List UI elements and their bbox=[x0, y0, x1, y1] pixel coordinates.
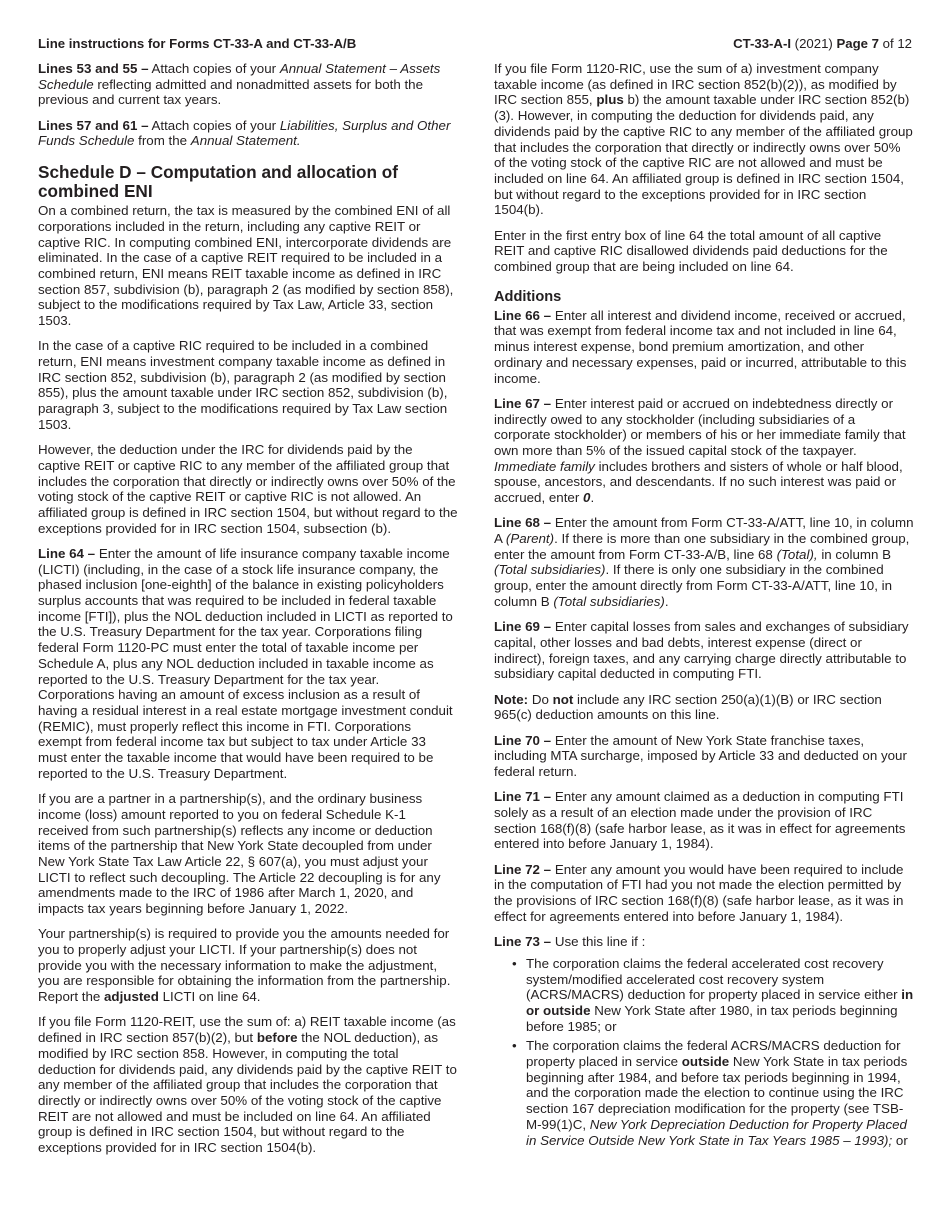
zero-value: 0 bbox=[583, 490, 591, 506]
lines-57-61-paragraph bbox=[38, 118, 458, 149]
term: Immediate family bbox=[494, 458, 595, 474]
column-name: (Total subsidiaries) bbox=[553, 593, 665, 609]
doc-title: Annual Statement. bbox=[190, 133, 301, 149]
line-66-paragraph bbox=[494, 308, 914, 387]
first-entry-paragraph: Enter in the first entry box of line 64 the total amount of all captive REIT and captive RIC disallowed dividends paid deductions for the combined group that are being included on line 64. bbox=[494, 227, 888, 275]
line-71-paragraph bbox=[494, 789, 914, 852]
deduction-paragraph: However, the deduction under the IRC for dividends paid by the captive REIT or captive RIC to any member of the affiliated group that includes the corporation that directly or indirectly owns over 50% of the voting stock of the captive REIT or captive RIC is not allowed. An affiliated group is defined in IRC section 1504, but without regard to the exceptions provided for in IRC section 1504, subsection (b). bbox=[38, 442, 458, 536]
text: include any IRC section 250(a)(1)(B) or IRC section 965(c) deduction amounts on this line. bbox=[494, 691, 882, 723]
publication-title: New York Depreciation Deduction for Property Placed in Service Outside New York State in Tax Years 1985 – 1993); bbox=[526, 1116, 907, 1148]
left-column bbox=[38, 61, 458, 1165]
line-69-paragraph bbox=[494, 619, 914, 682]
text: Enter interest paid or accrued on indebtedness directly or indirectly owed to any stockholder (including subsidiaries of a corporate stockholder) or members of his or her immediate family that own more than 5% of the issued capital stock of the taxpayer. bbox=[494, 395, 906, 458]
lines-53-55-paragraph bbox=[38, 61, 458, 108]
text: . If there is more than one subsidiary in the combined group, enter the amount from Form CT-33-A/B, line 68 bbox=[494, 531, 910, 562]
line-70-paragraph bbox=[494, 733, 914, 780]
page-header bbox=[38, 36, 912, 52]
right-column bbox=[494, 61, 914, 1152]
text: Enter capital losses from sales and exchanges of subsidiary capital, other losses and bad debts, interest expense (direct or indirect), foreign taxes, and any carrying charge directly attributable to subsidiary capital deducted in computing FTI. bbox=[494, 619, 909, 682]
partnership-adjust-paragraph bbox=[38, 926, 458, 1005]
line-67-paragraph bbox=[494, 396, 914, 506]
bullet-icon: • bbox=[512, 955, 517, 971]
line-label: Line 64 – bbox=[38, 545, 96, 561]
text: LICTI on line 64. bbox=[158, 989, 261, 1005]
text: Enter the amount of life insurance company taxable income (LICTI) (including, in the case of a stock life insurance company, the phased inclusion [one-eighth] of the balance in existing policyholders surplus accounts that was required to be included in federal taxable income [FTI]), plus the NOL deduction included in LICTI as reported to the U.S. Treasury Department for the tax year. Corporations filing federal Form 1120-PC must enter the total of taxable income per Schedule A, plus any NOL deduction included in taxable income as reported to the U.S. Treasury Department for the tax year. Corporations having an amount of excess inclusion as a result of having a residual interest in a real estate mortgage investment conduit (REMIC), must properly reflect this income in FTI. Corporations exempt from federal income tax but subject to tax under Article 33 must enter the taxable income that would have been required to be reported to the U.S. Treasury Department. bbox=[38, 545, 453, 781]
text: reflecting admitted and nonadmitted assets for both the previous and current tax years. bbox=[38, 76, 424, 108]
line-label: Line 69 – bbox=[494, 619, 552, 635]
column-name: (Parent) bbox=[505, 531, 555, 547]
line-label: Line 73 – bbox=[494, 934, 552, 950]
captive-ric-paragraph: In the case of a captive RIC required to be included in a combined return, ENI means investment company taxable income as defined in IRC section 852, subdivision (b), paragraph 2 (as modified by section 855), plus the amount taxable under IRC section 852, subdivision (b), paragraph 3, subject to the modifications required by Tax Law section 1503. bbox=[38, 338, 448, 432]
schedule-d-heading: Schedule D – Computation and allocation of combined ENI bbox=[38, 162, 399, 202]
text: in column B bbox=[817, 546, 892, 562]
header-page-info bbox=[733, 36, 912, 51]
text: the NOL deduction), as modified by IRC section 858. However, in computing the total deduction for dividends paid, any dividends paid by the captive REIT to any member of the affiliated group that includes the corporation that directly or indirectly owns over 50% of the voting stock of the captive REIT are not allowed and must be included on line 64. An affiliated group is defined in IRC section 1504, but without regard to the exceptions provided for in IRC section 1504(b). bbox=[38, 1030, 457, 1156]
note-label: Note: bbox=[494, 691, 529, 707]
page-number: Page 7 bbox=[836, 36, 879, 51]
column-name: (Total), bbox=[776, 546, 818, 562]
column-name: (Total subsidiaries) bbox=[494, 562, 606, 578]
text: b) the amount taxable under IRC section 852(b)(3). However, in computing the deduction for dividends paid, any dividends paid by the captive RIC to any member of the affiliated group that includes the corporation that directly or indirectly owns over 50% of the voting stock of the captive RIC are not allowed and must be included on line 64. An affiliated group is defined in IRC section 1504, but without regard to the exceptions provided for in IRC section 1504(b). bbox=[494, 92, 913, 218]
emphasis: before bbox=[256, 1030, 298, 1046]
line-label: Line 66 – bbox=[494, 307, 552, 323]
page-total: of 12 bbox=[879, 36, 912, 51]
text: The corporation claims the federal accelerated cost recovery system/modified accelerated cost recovery system (ACRS/MACRS) deduction for property placed in service either bbox=[526, 955, 902, 1003]
text: Enter all interest and dividend income, received or accrued, that was exempt from federal income tax and not included in line 64, minus interest expense, bond premium amortization, and other ordinary and necessary expenses, paid or incurred, attributable to this income. bbox=[494, 307, 907, 386]
line-label: Lines 53 and 55 – bbox=[38, 61, 149, 76]
bullet-icon: • bbox=[512, 1038, 517, 1054]
note-paragraph bbox=[494, 692, 914, 723]
reit-paragraph bbox=[38, 1014, 458, 1155]
text: . If there is only one subsidiary in the combined group, enter the amount directly from Form CT-33-A/ATT, line 10, in column B bbox=[494, 562, 892, 609]
list-item bbox=[512, 956, 914, 1035]
line-73-list bbox=[494, 956, 914, 1148]
additions-heading: Additions bbox=[494, 288, 562, 305]
doc-title: Liabilities, Surplus and Other Funds Schedule bbox=[38, 117, 451, 149]
header-title: Line instructions for Forms CT-33-A and CT-33-A/B bbox=[38, 36, 357, 51]
text: Use this line if : bbox=[551, 934, 646, 950]
text: New York State in tax periods beginning after 1984, and before tax periods beginning in 1994, and the corporation made the election to continue using the IRC section 167 depreciation modification for the property (see TSB-M-99(1)C, bbox=[526, 1054, 908, 1132]
line-68-paragraph bbox=[494, 515, 914, 609]
line-73-paragraph bbox=[494, 934, 914, 950]
text: Enter any amount claimed as a deduction in computing FTI solely as a result of an election made under the provision of IRC section 168(f)(8) (safe harbor lease, as it was in effect for agreements entered into before January 1, 1984). bbox=[494, 789, 906, 852]
emphasis: in or outside bbox=[526, 987, 914, 1018]
doc-title: Annual Statement – Assets Schedule bbox=[38, 61, 441, 92]
line-label: Line 72 – bbox=[494, 861, 552, 877]
line-label: Line 68 – bbox=[494, 515, 552, 531]
emphasis: not bbox=[552, 691, 574, 707]
line-label: Line 71 – bbox=[494, 789, 552, 805]
text: If you file Form 1120-RIC, use the sum of a) investment company taxable income (as defined in IRC section 852(b)(2)), as modified by IRC section 855, bbox=[494, 61, 897, 108]
text: or bbox=[892, 1132, 908, 1148]
form-year: (2021) bbox=[791, 36, 837, 51]
text: includes brothers and sisters of whole or half blood, spouse, ancestors, and descendants. If no such interest was paid or accrued, enter bbox=[494, 458, 903, 506]
text: . bbox=[590, 490, 595, 506]
text: . bbox=[664, 593, 669, 609]
text: Attach copies of your bbox=[148, 61, 280, 76]
emphasis: plus bbox=[596, 92, 624, 108]
text: If you file Form 1120-REIT, use the sum of: a) REIT taxable income (as defined in IRC section 857(b)(2), but bbox=[38, 1014, 456, 1046]
text: The corporation claims the federal ACRS/MACRS deduction for property placed in service bbox=[526, 1038, 901, 1070]
text: Enter the amount of New York State franchise taxes, including MTA surcharge, imposed by Article 33 and deducted on your federal return. bbox=[494, 732, 907, 779]
form-number: CT-33-A-I bbox=[733, 36, 792, 51]
ric-paragraph bbox=[494, 61, 914, 218]
line-64-paragraph bbox=[38, 546, 458, 782]
list-item bbox=[512, 1038, 914, 1148]
text: Do bbox=[528, 691, 553, 707]
partnership-paragraph: If you are a partner in a partnership(s), and the ordinary business income (loss) amount reported to you on federal Schedule K-1 received from such partnership(s) reflects any income or deduction items of the partnership that New York State decoupled from under New York State Tax Law Article 22, § 607(a), you must adjust your LICTI to reflect such decoupling. The Article 22 decoupling is for any amendments made to the IRC of 1986 after March 1, 2020, and impacts tax years beginning before January 1, 2022. bbox=[38, 791, 441, 917]
text: from the bbox=[134, 133, 191, 149]
text: Enter any amount you would have been required to include in the computation of FTI had you not made the election permitted by the provisions of IRC section 168(f)(8) (safe harbor lease, as it was in effect for agreements entered into before January 1, 1984). bbox=[494, 861, 904, 924]
text: Enter the amount from Form CT-33-A/ATT, line 10, in column A bbox=[494, 515, 914, 547]
text: New York State after 1980, in tax periods beginning before 1985; or bbox=[526, 1002, 898, 1034]
text: Attach copies of your bbox=[148, 117, 280, 133]
line-label: Line 70 – bbox=[494, 732, 552, 748]
emphasis: outside bbox=[681, 1054, 730, 1070]
combined-eni-paragraph: On a combined return, the tax is measured by the combined ENI of all corporations included in the return, including any captive REIT or captive RIC. In computing combined ENI, intercorporate dividends are eliminated. In the case of a captive REIT required to be included in a combined return, ENI means REIT taxable income as defined in IRC section 857, subdivision (b), paragraph 2 (as modified by section 858), subject to the modifications required by Tax Law, Article 33, section 1503. bbox=[38, 203, 454, 329]
text: Your partnership(s) is required to provide you the amounts needed for you to properly adjust your LICTI. If your partnership(s) does not provide you with the necessary information to make the adjustment, you are responsible for obtaining the information from the partnership. Report the bbox=[38, 926, 451, 1005]
line-label: Line 67 – bbox=[494, 395, 552, 411]
line-label: Lines 57 and 61 – bbox=[38, 117, 149, 133]
emphasis: adjusted bbox=[104, 989, 159, 1005]
line-72-paragraph bbox=[494, 862, 914, 925]
